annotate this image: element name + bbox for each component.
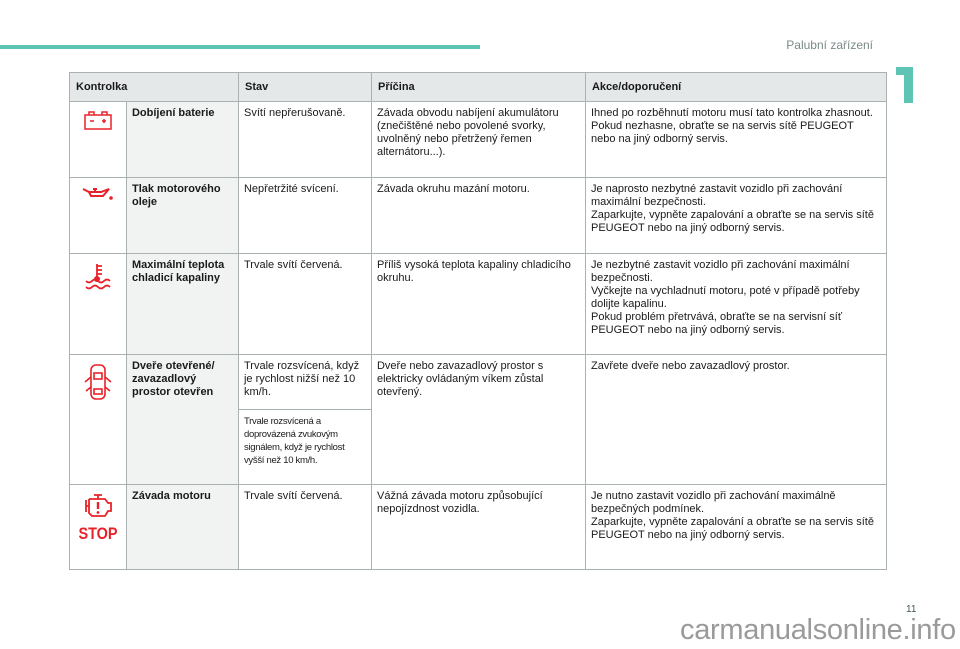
column-header: Stav bbox=[238, 73, 371, 102]
action-text: Zavřete dveře nebo zavazadlový prostor. bbox=[585, 355, 886, 485]
action-text: Ihned po rozběhnutí motoru musí tato kontrolka zhasnout. Pokud nezhasne, obraťte se na servis sítě PEUGEOT nebo na jiný odborný servis. bbox=[585, 102, 886, 178]
section-title: Palubní zařízení bbox=[786, 38, 873, 52]
table-row bbox=[70, 355, 887, 410]
table-header-row bbox=[70, 73, 887, 102]
warning-lights-table bbox=[69, 72, 887, 570]
light-name: Tlak motorového oleje bbox=[126, 178, 238, 254]
stop-label: STOP bbox=[78, 524, 118, 543]
light-name: Dobíjení baterie bbox=[126, 102, 238, 178]
status-text-secondary: Trvale rozsvícená a doprovázená zvukovým signálem, když je rychlost vyšší než 10 km/h. bbox=[238, 410, 371, 485]
column-header: Příčina bbox=[371, 73, 585, 102]
door-open-icon bbox=[70, 355, 127, 485]
table-row bbox=[70, 254, 887, 355]
battery-icon bbox=[70, 102, 127, 178]
cause-text: Dveře nebo zavazadlový prostor s elektricky ovládaným víkem zůstal otevřený. bbox=[371, 355, 585, 485]
oil-can-icon bbox=[70, 178, 127, 254]
engine-fault-icon bbox=[70, 485, 127, 570]
table-row bbox=[70, 178, 887, 254]
light-name: Závada motoru bbox=[126, 485, 238, 570]
cause-text: Závada obvodu nabíjení akumulátoru (znečištěné nebo povolené svorky, uvolněný nebo přetržený řemen alternátoru...). bbox=[371, 102, 585, 178]
cause-text: Příliš vysoká teplota kapaliny chladicího okruhu. bbox=[371, 254, 585, 355]
status-text: Trvale svítí červená. bbox=[238, 485, 371, 570]
chapter-number-1 bbox=[896, 67, 913, 103]
status-text: Nepřetržité svícení. bbox=[238, 178, 371, 254]
cause-text: Závada okruhu mazání motoru. bbox=[371, 178, 585, 254]
action-text: Je naprosto nezbytné zastavit vozidlo při zachování maximální bezpečnosti. Zaparkujte, vypněte zapalování a obraťte se na servis sítě PEUGEOT nebo na jiný odborný servis. bbox=[585, 178, 886, 254]
status-text: Svítí nepřerušovaně. bbox=[238, 102, 371, 178]
table-row bbox=[70, 485, 887, 570]
column-header: Kontrolka bbox=[70, 73, 239, 102]
action-text: Je nezbytné zastavit vozidlo při zachování maximální bezpečnosti. Vyčkejte na vychladnutí motoru, poté v případě potřeby dolijte kapalinu. Pokud problém přetrvává, obraťte se na servisní síť PEUGEOT nebo na jiný odborný servis. bbox=[585, 254, 886, 355]
table-row bbox=[70, 102, 887, 178]
page-number: 11 bbox=[906, 604, 917, 615]
column-header: Akce/doporučení bbox=[585, 73, 886, 102]
action-text: Je nutno zastavit vozidlo při zachování maximálně bezpečných podmínek. Zaparkujte, vypněte zapalování a obraťte se na servis sítě PEUGEOT nebo na jiný odborný servis. bbox=[585, 485, 886, 570]
status-text: Trvale svítí červená. bbox=[238, 254, 371, 355]
header-accent-bar bbox=[0, 45, 480, 49]
coolant-temperature-icon bbox=[70, 254, 127, 355]
watermark: carmanualsonline.info bbox=[680, 614, 956, 646]
light-name: Maximální teplota chladicí kapaliny bbox=[126, 254, 238, 355]
status-text: Trvale rozsvícená, když je rychlost nižší než 10 km/h. bbox=[238, 355, 371, 410]
light-name: Dveře otevřené/ zavazadlový prostor otevřen bbox=[126, 355, 238, 485]
cause-text: Vážná závada motoru způsobující nepojízdnost vozidla. bbox=[371, 485, 585, 570]
